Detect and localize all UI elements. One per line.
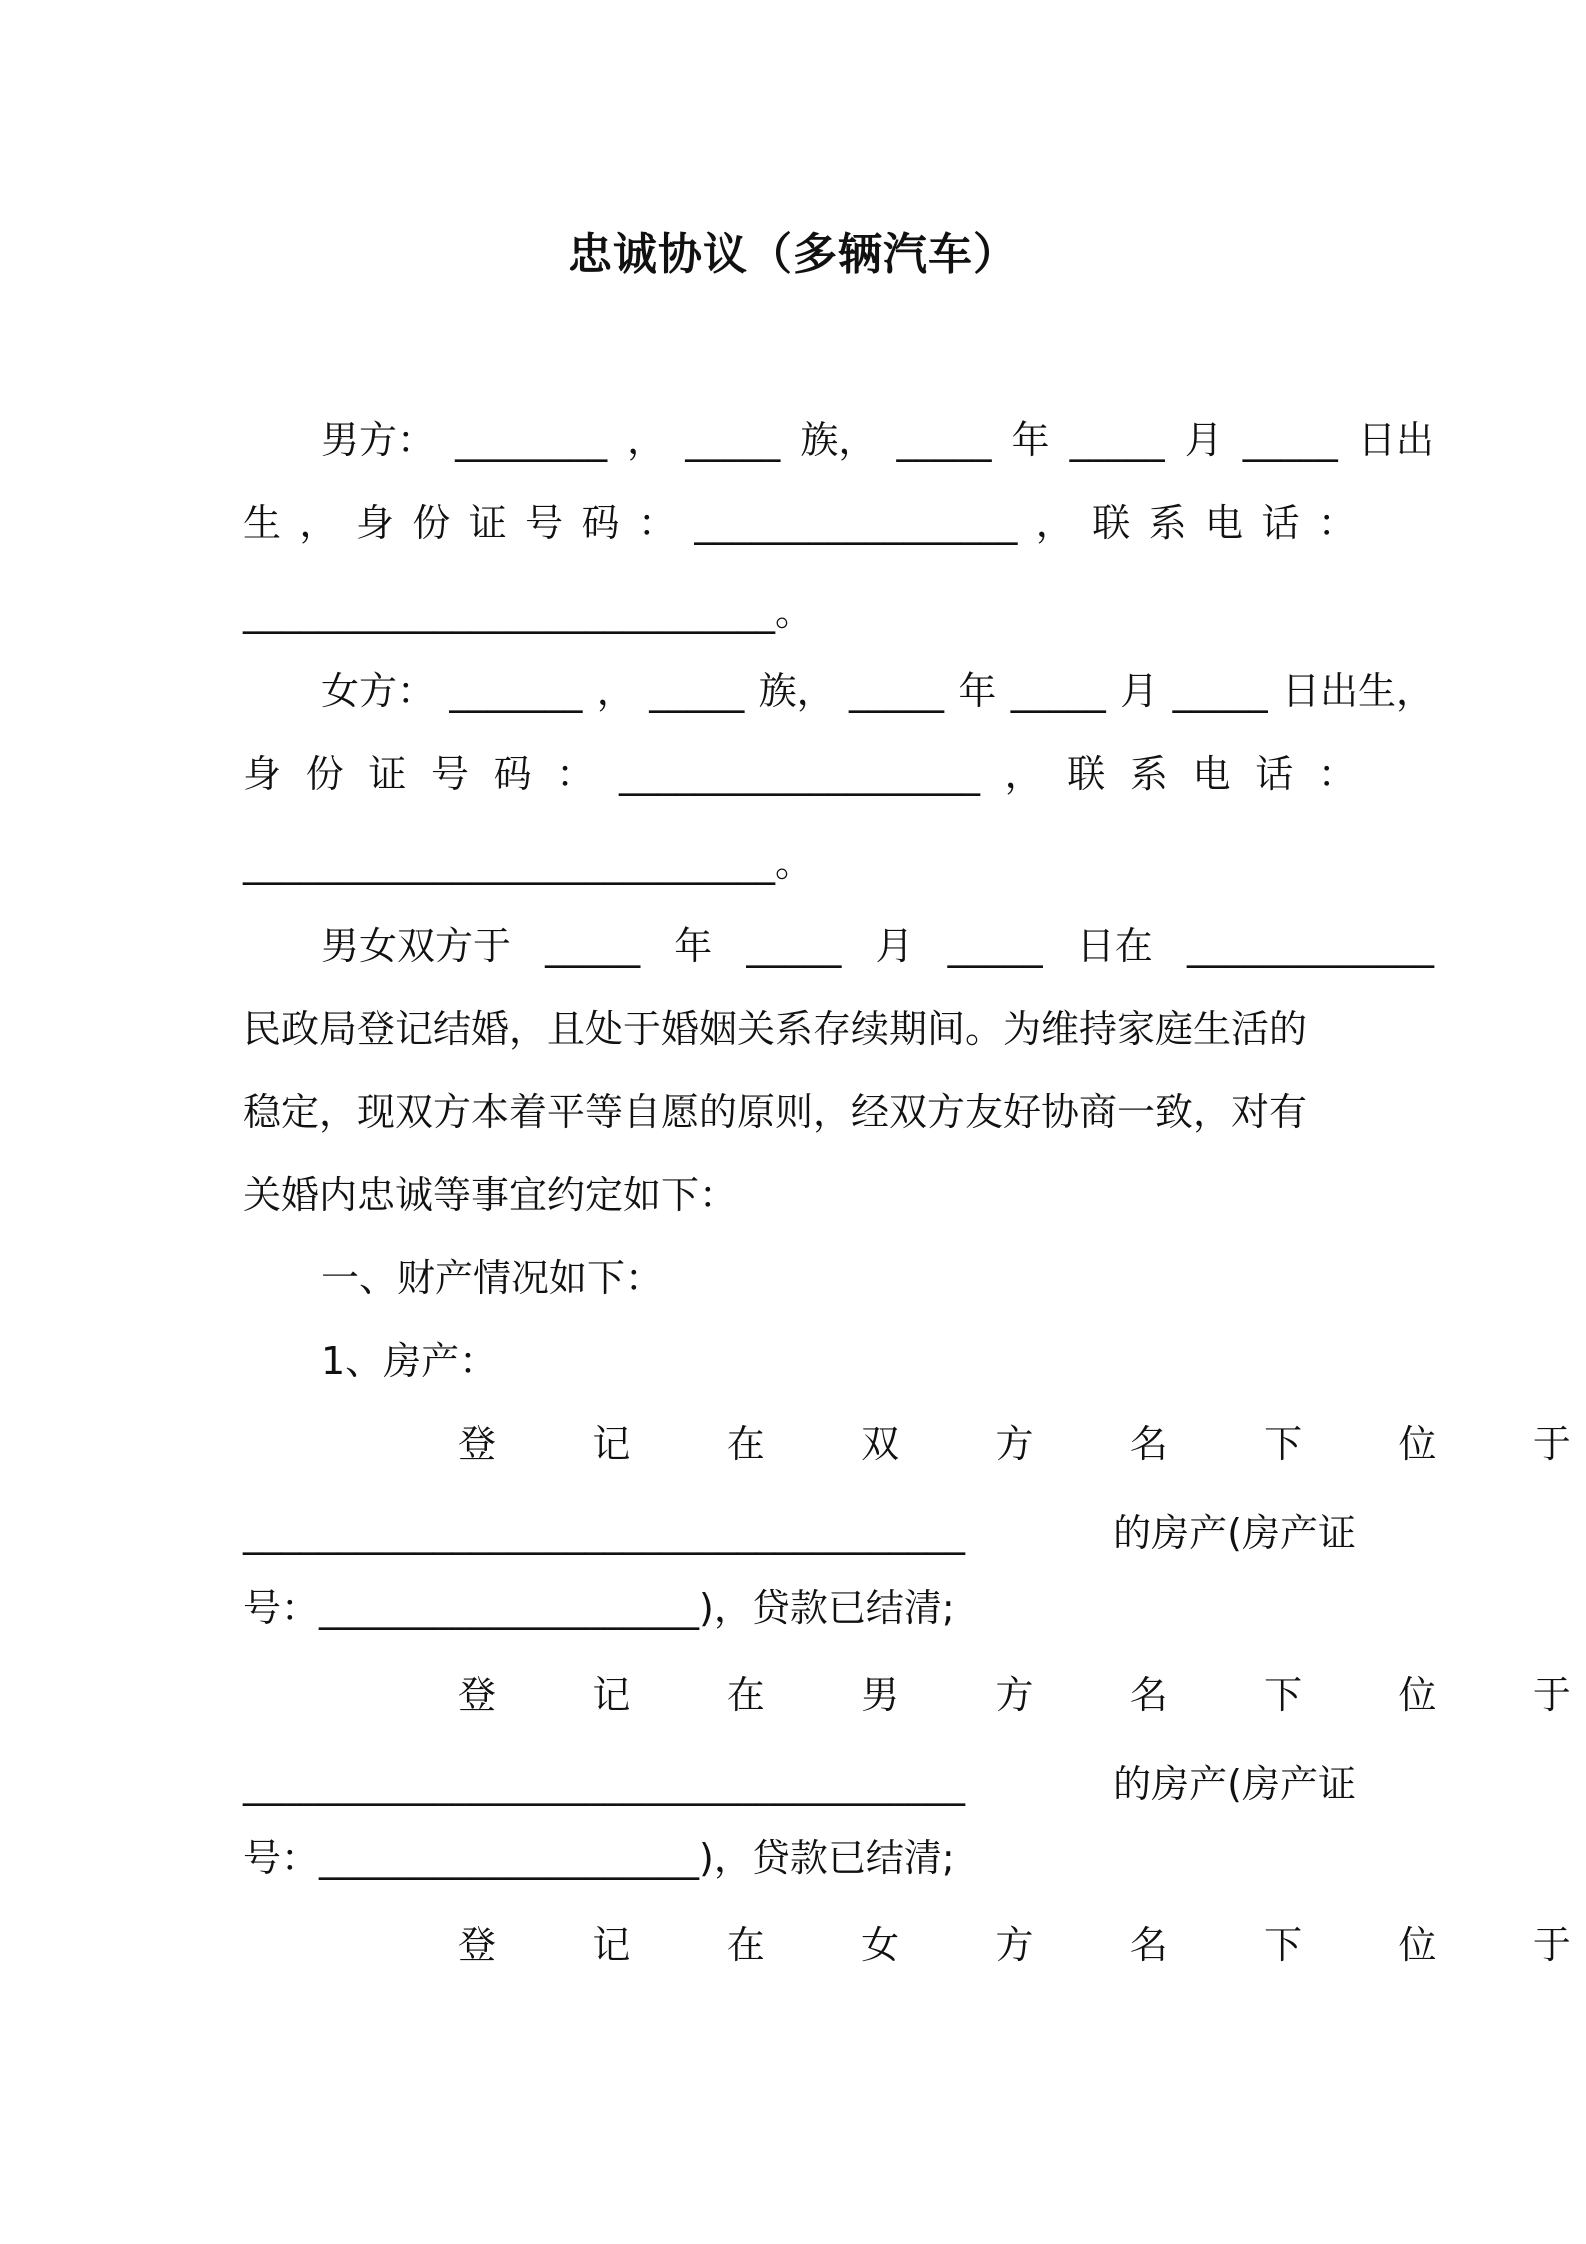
male-info-line-2 xyxy=(243,495,1356,551)
male-info-line-1 xyxy=(243,412,1434,468)
text-segment: 下 xyxy=(1264,1923,1303,1967)
text-segment: ， xyxy=(596,669,635,713)
text-segment: 男 xyxy=(861,1673,900,1717)
female-info-line-1 xyxy=(243,663,1434,719)
text-segment: 年 xyxy=(674,924,713,968)
property-cert-line: 号：____________________)，贷款已结清; xyxy=(243,1836,955,1880)
text-segment: ， xyxy=(627,418,666,462)
text-segment: 双 xyxy=(861,1422,900,1466)
text-segment: 位 xyxy=(1398,1923,1437,1967)
text-segment: 日出生， xyxy=(1281,669,1434,713)
blank-field: _____________ xyxy=(1186,924,1434,968)
text-segment: ： xyxy=(637,501,676,545)
text-segment: 下 xyxy=(1264,1673,1303,1717)
blank-field: ___________________ xyxy=(618,752,980,796)
text-segment: 族， xyxy=(758,669,835,713)
text-segment: 于 xyxy=(1532,1923,1571,1967)
text-segment: 记 xyxy=(592,1422,631,1466)
text-segment: 电 xyxy=(1205,501,1244,545)
text-segment: 月 xyxy=(1120,669,1159,713)
text-segment: 份 xyxy=(412,501,451,545)
spaced-text-line xyxy=(243,1917,1571,1973)
blank-field: _____ xyxy=(746,924,842,968)
blank-field: ______________________________________ xyxy=(243,1511,965,1555)
text-segment: 名 xyxy=(1129,1923,1168,1967)
text-segment: 位 xyxy=(1398,1422,1437,1466)
marriage-registration-line xyxy=(243,918,1434,974)
text-segment: ： xyxy=(1317,752,1356,796)
text-segment: 女 xyxy=(861,1923,900,1967)
text-segment: 联 xyxy=(1092,501,1131,545)
text-segment: 年 xyxy=(958,669,997,713)
female-info-line-2 xyxy=(243,746,1356,802)
text-segment: 系 xyxy=(1129,752,1168,796)
text-segment: 月 xyxy=(875,924,914,968)
section-heading: 一、财产情况如下： xyxy=(321,1256,664,1300)
text-segment: 话 xyxy=(1261,501,1300,545)
text-segment: 位 xyxy=(1398,1673,1437,1717)
blank-field: _____ xyxy=(896,418,992,462)
blank-field: _____ xyxy=(849,669,944,713)
property-cert-line: 号：____________________)，贷款已结清; xyxy=(243,1586,955,1630)
blank-field: _____ xyxy=(947,924,1043,968)
text-segment: 的房产(房产证 xyxy=(1113,1511,1356,1555)
text-segment: 的房产(房产证 xyxy=(1113,1762,1356,1806)
text-segment: 于 xyxy=(1532,1673,1571,1717)
text-segment: 年 xyxy=(1011,418,1050,462)
text-segment: 于 xyxy=(1532,1422,1571,1466)
blank-field: ________ xyxy=(455,418,608,462)
text-segment: 男女双方于 xyxy=(321,924,512,968)
text-segment: 身 xyxy=(243,752,282,796)
text-segment: 记 xyxy=(592,1923,631,1967)
paragraph-line: 稳定，现双方本着平等自愿的原则，经双方友好协商一致，对有 xyxy=(243,1090,1308,1134)
text-segment: 生 xyxy=(243,501,282,545)
text-segment: 登 xyxy=(458,1422,497,1466)
text-segment: 码 xyxy=(581,501,620,545)
blank-field: _____ xyxy=(1242,418,1338,462)
female-phone-blank: ____________________________。 xyxy=(243,841,814,885)
text-segment: 码 xyxy=(493,752,532,796)
blank-field: _____ xyxy=(1010,669,1106,713)
blank-field: _________________ xyxy=(694,501,1018,545)
spaced-text-line xyxy=(243,1416,1571,1472)
text-segment: 方 xyxy=(995,1673,1034,1717)
text-segment: 方 xyxy=(995,1422,1034,1466)
text-segment: 名 xyxy=(1129,1422,1168,1466)
text-segment: ： xyxy=(1317,501,1356,545)
property-address-line xyxy=(243,1505,1356,1561)
paragraph-line: 民政局登记结婚，且处于婚姻关系存续期间。为维持家庭生活的 xyxy=(243,1007,1308,1051)
text-segment: 系 xyxy=(1148,501,1187,545)
text-segment: 在 xyxy=(726,1923,765,1967)
text-segment: 联 xyxy=(1067,752,1106,796)
text-segment: 月 xyxy=(1184,418,1223,462)
text-segment: 族， xyxy=(800,418,877,462)
text-segment: 电 xyxy=(1192,752,1231,796)
text-segment: 男方： xyxy=(321,418,436,462)
blank-field: _____ xyxy=(545,924,641,968)
text-segment: 份 xyxy=(305,752,344,796)
male-phone-blank: ____________________________。 xyxy=(243,590,814,634)
blank-field: _____ xyxy=(1069,418,1165,462)
text-segment: 话 xyxy=(1255,752,1294,796)
blank-field: _____ xyxy=(1172,669,1268,713)
text-segment: 号 xyxy=(430,752,469,796)
text-segment: ， xyxy=(299,501,338,545)
text-segment: 在 xyxy=(726,1673,765,1717)
text-segment: ， xyxy=(1035,501,1074,545)
text-segment: ： xyxy=(556,752,595,796)
text-segment: 号 xyxy=(525,501,564,545)
text-segment: 日出 xyxy=(1357,418,1434,462)
text-segment: 证 xyxy=(468,501,507,545)
text-segment: 方 xyxy=(995,1923,1034,1967)
subsection-heading: 1、房产： xyxy=(321,1339,498,1383)
text-segment: 证 xyxy=(368,752,407,796)
document-title: 忠诚协议（多辆汽车） xyxy=(568,229,1018,280)
spaced-text-line xyxy=(243,1667,1571,1723)
text-segment: 女方： xyxy=(321,669,436,713)
text-segment: 名 xyxy=(1129,1673,1168,1717)
text-segment: 日在 xyxy=(1076,924,1153,968)
text-segment: ， xyxy=(1004,752,1043,796)
text-segment: 登 xyxy=(458,1923,497,1967)
blank-field: _______ xyxy=(449,669,583,713)
text-segment: 下 xyxy=(1264,1422,1303,1466)
paragraph-line: 关婚内忠诚等事宜约定如下： xyxy=(243,1173,738,1217)
text-segment: 记 xyxy=(592,1673,631,1717)
blank-field: _____ xyxy=(685,418,781,462)
text-segment: 在 xyxy=(726,1422,765,1466)
text-segment: 身 xyxy=(355,501,394,545)
blank-field: ______________________________________ xyxy=(243,1762,965,1806)
text-segment: 登 xyxy=(458,1673,497,1717)
blank-field: _____ xyxy=(649,669,745,713)
property-address-line xyxy=(243,1756,1356,1812)
